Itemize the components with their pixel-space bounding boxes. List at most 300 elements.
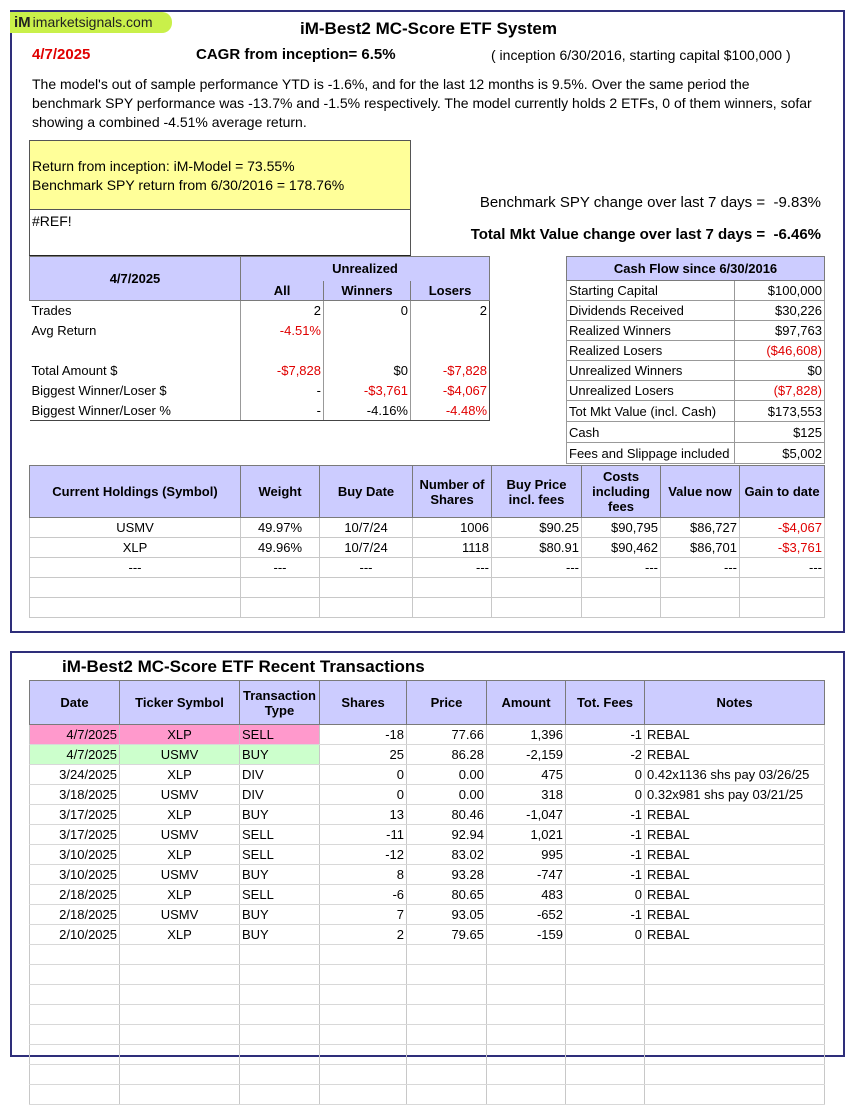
- cash-flow-value: $30,226: [735, 301, 825, 321]
- transaction-empty-row: [30, 945, 825, 965]
- empty-cell: [320, 578, 413, 598]
- summary-winners-value: -$3,761: [324, 381, 411, 401]
- holding-buy-price: ---: [492, 558, 582, 578]
- tx-type: BUY: [240, 745, 320, 765]
- holding-row: [30, 538, 825, 558]
- empty-cell: [487, 945, 566, 965]
- tx-ticker: XLP: [120, 845, 240, 865]
- empty-cell: [661, 578, 740, 598]
- empty-cell: [740, 578, 825, 598]
- tx-price: 92.94: [407, 825, 487, 845]
- tx-amount: 1,396: [487, 725, 566, 745]
- tx-amount: 475: [487, 765, 566, 785]
- benchmark-change-value: -9.83%: [773, 194, 821, 211]
- tx-shares: -11: [320, 825, 407, 845]
- summary-winners-value: [324, 321, 411, 341]
- tx-type: BUY: [240, 805, 320, 825]
- tx-shares: 13: [320, 805, 407, 825]
- transaction-empty-row: [30, 1025, 825, 1045]
- summary-row: [30, 341, 490, 361]
- holdings-header-weight: Weight: [241, 466, 320, 518]
- empty-cell: [645, 985, 825, 1005]
- empty-cell: [582, 598, 661, 618]
- summary-all-value: -: [241, 401, 324, 421]
- col-losers-header: Losers: [411, 281, 490, 301]
- tx-fees: 0: [566, 925, 645, 945]
- summary-all-value: -$7,828: [241, 361, 324, 381]
- empty-cell: [320, 1005, 407, 1025]
- holding-gain: ---: [740, 558, 825, 578]
- holding-value: $86,701: [661, 538, 740, 558]
- cash-flow-row: [567, 361, 825, 381]
- tx-amount: 483: [487, 885, 566, 905]
- holding-empty-row: [30, 598, 825, 618]
- summary-winners-value: [324, 341, 411, 361]
- cash-flow-value: $173,553: [735, 401, 825, 422]
- tx-shares: 25: [320, 745, 407, 765]
- empty-cell: [30, 1005, 120, 1025]
- tx-notes: REBAL: [645, 825, 825, 845]
- empty-cell: [487, 1045, 566, 1065]
- transaction-empty-row: [30, 985, 825, 1005]
- tx-header-price: Price: [407, 681, 487, 725]
- transaction-row: [30, 925, 825, 945]
- tx-date: 2/18/2025: [30, 885, 120, 905]
- empty-cell: [30, 1085, 120, 1105]
- empty-cell: [566, 1045, 645, 1065]
- tx-type: DIV: [240, 765, 320, 785]
- performance-description: The model's out of sample performance YTD is -1.6%, and for the last 12 months is 9.5%. Over the same period the benchmark SPY performance was -13.7% and -1.5% respectively. The model currently holds 2 ETFs, 0 of them winners, sofar showing a combined -4.51% average return.: [32, 76, 812, 130]
- empty-cell: [320, 1045, 407, 1065]
- empty-cell: [487, 1025, 566, 1045]
- empty-cell: [487, 1005, 566, 1025]
- transaction-empty-row: [30, 1085, 825, 1105]
- tx-shares: -12: [320, 845, 407, 865]
- tx-date: 3/17/2025: [30, 825, 120, 845]
- holding-empty-row: [30, 578, 825, 598]
- tx-ticker: USMV: [120, 865, 240, 885]
- tx-notes: REBAL: [645, 745, 825, 765]
- holding-gain: -$4,067: [740, 518, 825, 538]
- tx-amount: 318: [487, 785, 566, 805]
- tx-notes: REBAL: [645, 805, 825, 825]
- empty-cell: [120, 1025, 240, 1045]
- tx-header-shares: Shares: [320, 681, 407, 725]
- holding-gain: -$3,761: [740, 538, 825, 558]
- cash-flow-label: Unrealized Losers: [567, 381, 735, 401]
- tx-fees: -1: [566, 905, 645, 925]
- transaction-empty-row: [30, 965, 825, 985]
- cash-flow-value: $100,000: [735, 281, 825, 301]
- tx-type: SELL: [240, 845, 320, 865]
- tx-type: BUY: [240, 925, 320, 945]
- holdings-header-costs: Costs including fees: [582, 466, 661, 518]
- summary-all-value: -4.51%: [241, 321, 324, 341]
- tx-ticker: USMV: [120, 745, 240, 765]
- holding-row: [30, 518, 825, 538]
- tx-type: SELL: [240, 725, 320, 745]
- holding-buy-price: $90.25: [492, 518, 582, 538]
- tx-date: 3/17/2025: [30, 805, 120, 825]
- tx-ticker: XLP: [120, 885, 240, 905]
- holding-buy-date: 10/7/24: [320, 538, 413, 558]
- tx-fees: 0: [566, 765, 645, 785]
- tx-ticker: XLP: [120, 805, 240, 825]
- summary-winners-value: -4.16%: [324, 401, 411, 421]
- empty-cell: [240, 985, 320, 1005]
- trade-summary-table: [29, 256, 490, 421]
- tx-amount: 995: [487, 845, 566, 865]
- empty-cell: [566, 985, 645, 1005]
- cash-flow-row: [567, 321, 825, 341]
- cash-flow-label: Dividends Received: [567, 301, 735, 321]
- summary-row: [30, 301, 490, 321]
- tx-type: DIV: [240, 785, 320, 805]
- tx-header-fees: Tot. Fees: [566, 681, 645, 725]
- tx-ticker: USMV: [120, 905, 240, 925]
- empty-cell: [492, 598, 582, 618]
- summary-row: [30, 321, 490, 341]
- tx-fees: -1: [566, 805, 645, 825]
- tx-amount: -652: [487, 905, 566, 925]
- tx-notes: REBAL: [645, 925, 825, 945]
- col-all-header: All: [241, 281, 324, 301]
- tx-shares: 2: [320, 925, 407, 945]
- empty-cell: [120, 965, 240, 985]
- cash-flow-label: Realized Losers: [567, 341, 735, 361]
- cash-flow-row: [567, 401, 825, 422]
- ref-box: [29, 210, 411, 256]
- transaction-row: [30, 725, 825, 745]
- tx-amount: 1,021: [487, 825, 566, 845]
- mkt-change-label: Total Mkt Value change over last 7 days =: [470, 226, 766, 243]
- empty-cell: [645, 1085, 825, 1105]
- summary-winners-value: $0: [324, 361, 411, 381]
- benchmark-return: Benchmark SPY return from 6/30/2016 = 178.76%: [32, 177, 345, 193]
- summary-row: [30, 401, 490, 421]
- holding-value: ---: [661, 558, 740, 578]
- tx-amount: -159: [487, 925, 566, 945]
- summary-row-label: Total Amount $: [30, 361, 241, 381]
- empty-cell: [240, 1025, 320, 1045]
- holding-costs: $90,795: [582, 518, 661, 538]
- transaction-row: [30, 805, 825, 825]
- tx-date: 3/10/2025: [30, 865, 120, 885]
- empty-cell: [487, 985, 566, 1005]
- empty-cell: [120, 945, 240, 965]
- holding-buy-price: $80.91: [492, 538, 582, 558]
- empty-cell: [30, 1025, 120, 1045]
- report-date: 4/7/2025: [32, 46, 91, 63]
- col-winners-header: Winners: [324, 281, 411, 301]
- cash-flow-row: [567, 422, 825, 443]
- returns-box: [29, 140, 411, 210]
- cash-flow-value: $0: [735, 361, 825, 381]
- cash-flow-label: Unrealized Winners: [567, 361, 735, 381]
- summary-all-value: -: [241, 381, 324, 401]
- tx-type: BUY: [240, 865, 320, 885]
- empty-cell: [30, 985, 120, 1005]
- empty-cell: [566, 1065, 645, 1085]
- empty-cell: [120, 985, 240, 1005]
- empty-cell: [30, 598, 241, 618]
- cash-flow-label: Starting Capital: [567, 281, 735, 301]
- cash-flow-value: $97,763: [735, 321, 825, 341]
- empty-cell: [566, 1025, 645, 1045]
- unrealized-header: Unrealized: [241, 257, 490, 281]
- empty-cell: [241, 578, 320, 598]
- cash-flow-table: [566, 256, 825, 464]
- empty-cell: [407, 985, 487, 1005]
- empty-cell: [120, 1005, 240, 1025]
- cash-flow-value: $125: [735, 422, 825, 443]
- tx-fees: -1: [566, 865, 645, 885]
- tx-date: 3/10/2025: [30, 845, 120, 865]
- empty-cell: [645, 945, 825, 965]
- empty-cell: [407, 1065, 487, 1085]
- tx-price: 83.02: [407, 845, 487, 865]
- tx-notes: REBAL: [645, 905, 825, 925]
- cash-flow-value: $5,002: [735, 443, 825, 464]
- holding-buy-date: 10/7/24: [320, 518, 413, 538]
- im-logo-icon: iM: [14, 14, 31, 31]
- tx-ticker: USMV: [120, 785, 240, 805]
- empty-cell: [407, 1085, 487, 1105]
- holding-shares: 1118: [413, 538, 492, 558]
- empty-cell: [566, 965, 645, 985]
- tx-type: BUY: [240, 905, 320, 925]
- transaction-row: [30, 885, 825, 905]
- tx-type: SELL: [240, 885, 320, 905]
- summary-row-label: Trades: [30, 301, 241, 321]
- empty-cell: [320, 945, 407, 965]
- empty-cell: [407, 1005, 487, 1025]
- empty-cell: [661, 598, 740, 618]
- empty-cell: [407, 965, 487, 985]
- summary-losers-value: -4.48%: [411, 401, 490, 421]
- empty-cell: [645, 1065, 825, 1085]
- holding-weight: 49.96%: [241, 538, 320, 558]
- tx-header-date: Date: [30, 681, 120, 725]
- transaction-row: [30, 765, 825, 785]
- holding-buy-date: ---: [320, 558, 413, 578]
- empty-cell: [240, 1065, 320, 1085]
- holding-symbol: USMV: [30, 518, 241, 538]
- tx-price: 77.66: [407, 725, 487, 745]
- empty-cell: [645, 965, 825, 985]
- empty-cell: [487, 1065, 566, 1085]
- tx-ticker: XLP: [120, 925, 240, 945]
- tx-header-amount: Amount: [487, 681, 566, 725]
- cash-flow-row: [567, 281, 825, 301]
- cash-flow-label: Cash: [567, 422, 735, 443]
- tx-fees: -1: [566, 845, 645, 865]
- tx-fees: -1: [566, 725, 645, 745]
- tx-shares: 0: [320, 785, 407, 805]
- cash-flow-row: [567, 301, 825, 321]
- tx-notes: REBAL: [645, 845, 825, 865]
- empty-cell: [120, 1085, 240, 1105]
- empty-cell: [645, 1025, 825, 1045]
- summary-row-label: Biggest Winner/Loser $: [30, 381, 241, 401]
- holding-weight: ---: [241, 558, 320, 578]
- tx-notes: 0.42x1136 shs pay 03/26/25: [645, 765, 825, 785]
- empty-cell: [645, 1005, 825, 1025]
- tx-shares: -6: [320, 885, 407, 905]
- tx-header-notes: Notes: [645, 681, 825, 725]
- empty-cell: [413, 598, 492, 618]
- empty-cell: [240, 965, 320, 985]
- holdings-header-gain: Gain to date: [740, 466, 825, 518]
- tx-shares: 8: [320, 865, 407, 885]
- empty-cell: [30, 1065, 120, 1085]
- empty-cell: [240, 945, 320, 965]
- holdings-header-buy-price: Buy Price incl. fees: [492, 466, 582, 518]
- summary-row-label: [30, 341, 241, 361]
- empty-cell: [240, 1085, 320, 1105]
- empty-cell: [320, 1065, 407, 1085]
- empty-cell: [30, 945, 120, 965]
- transaction-row: [30, 865, 825, 885]
- cash-flow-value: ($7,828): [735, 381, 825, 401]
- tx-notes: REBAL: [645, 885, 825, 905]
- transaction-row: [30, 845, 825, 865]
- tx-amount: -2,159: [487, 745, 566, 765]
- tx-price: 93.28: [407, 865, 487, 885]
- empty-cell: [413, 578, 492, 598]
- tx-price: 0.00: [407, 785, 487, 805]
- summary-row-label: Avg Return: [30, 321, 241, 341]
- tx-price: 93.05: [407, 905, 487, 925]
- summary-losers-value: -$4,067: [411, 381, 490, 401]
- summary-row-label: Biggest Winner/Loser %: [30, 401, 241, 421]
- empty-cell: [582, 578, 661, 598]
- tx-fees: -2: [566, 745, 645, 765]
- tx-price: 80.46: [407, 805, 487, 825]
- holdings-header-value-now: Value now: [661, 466, 740, 518]
- empty-cell: [120, 1065, 240, 1085]
- tx-date: 2/18/2025: [30, 905, 120, 925]
- empty-cell: [566, 945, 645, 965]
- summary-losers-value: [411, 341, 490, 361]
- empty-cell: [566, 1085, 645, 1105]
- current-holdings-table: [29, 465, 825, 618]
- tx-date: 4/7/2025: [30, 725, 120, 745]
- tx-price: 79.65: [407, 925, 487, 945]
- tx-date: 3/24/2025: [30, 765, 120, 785]
- tx-price: 80.65: [407, 885, 487, 905]
- benchmark-change: [480, 194, 821, 211]
- empty-cell: [320, 985, 407, 1005]
- holding-symbol: ---: [30, 558, 241, 578]
- tx-notes: REBAL: [645, 865, 825, 885]
- empty-cell: [320, 598, 413, 618]
- tx-header-type: Transaction Type: [240, 681, 320, 725]
- tx-fees: 0: [566, 785, 645, 805]
- transaction-empty-row: [30, 1065, 825, 1085]
- transaction-empty-row: [30, 1005, 825, 1025]
- summary-all-value: 2: [241, 301, 324, 321]
- tx-shares: 0: [320, 765, 407, 785]
- empty-cell: [487, 965, 566, 985]
- empty-cell: [320, 1025, 407, 1045]
- holdings-header-symbol: Current Holdings (Symbol): [30, 466, 241, 518]
- transactions-title: iM-Best2 MC-Score ETF Recent Transactions: [62, 657, 425, 676]
- tx-ticker: USMV: [120, 825, 240, 845]
- logo-text: imarketsignals.com: [32, 14, 153, 30]
- tx-ticker: XLP: [120, 725, 240, 745]
- cash-flow-value: ($46,608): [735, 341, 825, 361]
- empty-cell: [320, 965, 407, 985]
- transaction-row: [30, 825, 825, 845]
- tx-amount: -747: [487, 865, 566, 885]
- summary-date-header: 4/7/2025: [30, 257, 241, 301]
- holding-shares: ---: [413, 558, 492, 578]
- empty-cell: [240, 1045, 320, 1065]
- empty-cell: [492, 578, 582, 598]
- tx-date: 3/18/2025: [30, 785, 120, 805]
- cash-flow-row: [567, 341, 825, 361]
- empty-cell: [407, 1025, 487, 1045]
- model-return: Return from inception: iM-Model = 73.55%: [32, 158, 295, 174]
- holding-costs: ---: [582, 558, 661, 578]
- tx-price: 86.28: [407, 745, 487, 765]
- empty-cell: [487, 1085, 566, 1105]
- empty-cell: [30, 1045, 120, 1065]
- tx-fees: 0: [566, 885, 645, 905]
- summary-all-value: [241, 341, 324, 361]
- summary-row: [30, 381, 490, 401]
- transaction-empty-row: [30, 1045, 825, 1065]
- empty-cell: [30, 578, 241, 598]
- transaction-row: [30, 905, 825, 925]
- tx-amount: -1,047: [487, 805, 566, 825]
- tx-fees: -1: [566, 825, 645, 845]
- cash-flow-label: Realized Winners: [567, 321, 735, 341]
- page-title: iM-Best2 MC-Score ETF System: [300, 19, 557, 38]
- summary-row: [30, 361, 490, 381]
- cash-flow-row: [567, 443, 825, 464]
- summary-losers-value: 2: [411, 301, 490, 321]
- holding-weight: 49.97%: [241, 518, 320, 538]
- holdings-header-shares: Number of Shares: [413, 466, 492, 518]
- tx-notes: REBAL: [645, 725, 825, 745]
- tx-price: 0.00: [407, 765, 487, 785]
- empty-cell: [645, 1045, 825, 1065]
- cash-flow-label: Fees and Slippage included: [567, 443, 735, 464]
- tx-date: 2/10/2025: [30, 925, 120, 945]
- summary-losers-value: [411, 321, 490, 341]
- mkt-change-value: -6.46%: [773, 226, 821, 243]
- empty-cell: [30, 965, 120, 985]
- holding-shares: 1006: [413, 518, 492, 538]
- benchmark-change-label: Benchmark SPY change over last 7 days =: [479, 194, 766, 211]
- cash-flow-row: [567, 381, 825, 401]
- transaction-row: [30, 785, 825, 805]
- ref-error: #REF!: [32, 213, 72, 229]
- inception-text: ( inception 6/30/2016, starting capital $100,000 ): [491, 47, 791, 63]
- tx-shares: -18: [320, 725, 407, 745]
- empty-cell: [740, 598, 825, 618]
- tx-shares: 7: [320, 905, 407, 925]
- tx-ticker: XLP: [120, 765, 240, 785]
- holding-row: [30, 558, 825, 578]
- tx-header-ticker: Ticker Symbol: [120, 681, 240, 725]
- transaction-row: [30, 745, 825, 765]
- cash-flow-label: Tot Mkt Value (incl. Cash): [567, 401, 735, 422]
- empty-cell: [320, 1085, 407, 1105]
- tx-notes: 0.32x981 shs pay 03/21/25: [645, 785, 825, 805]
